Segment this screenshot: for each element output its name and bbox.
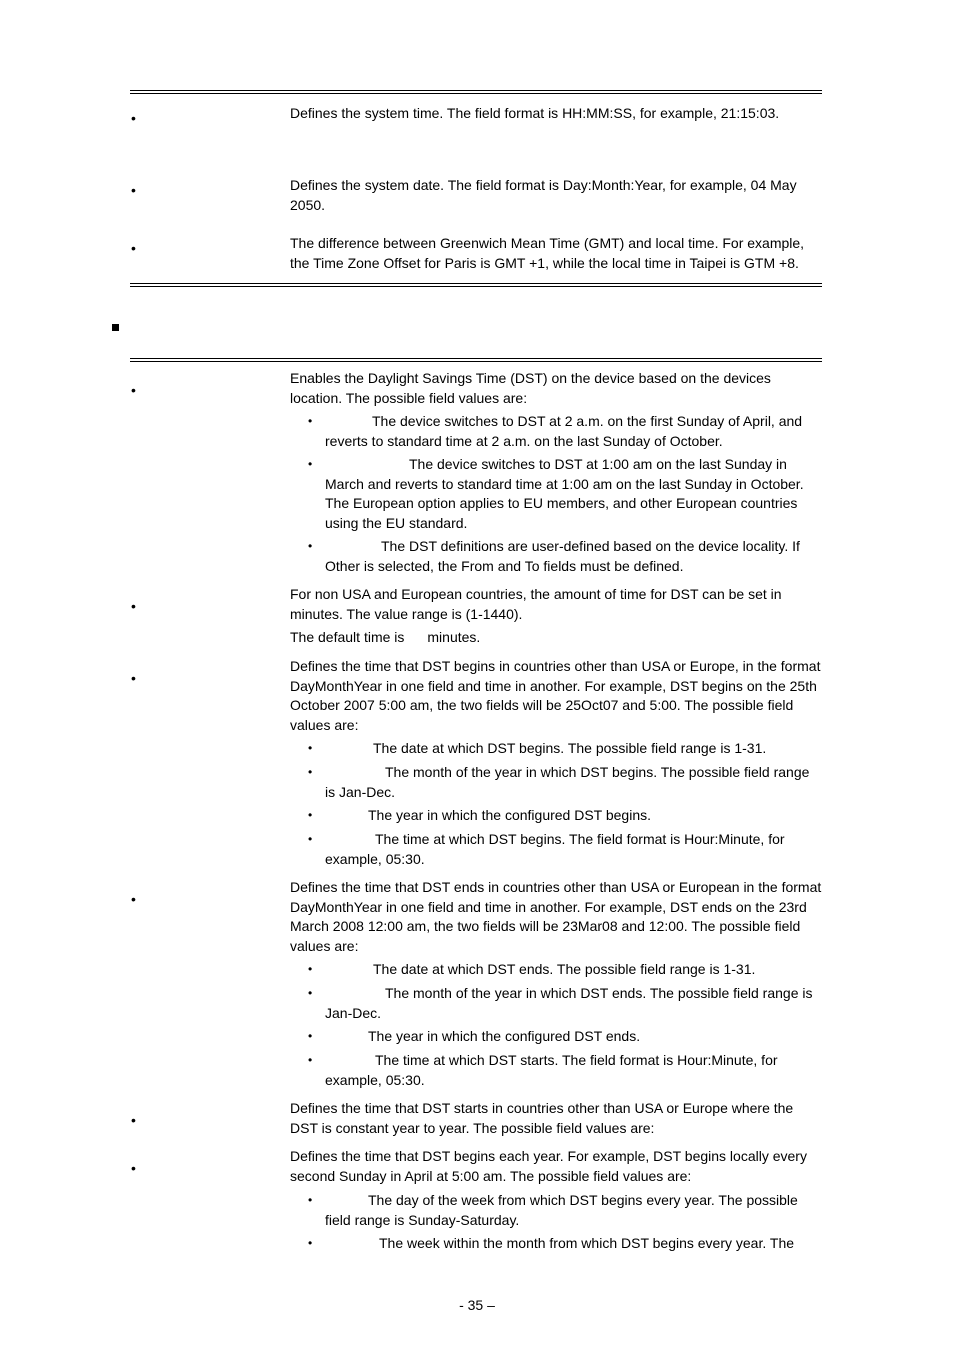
table-top-rule xyxy=(130,358,822,362)
time-zone-offset-description: The difference between Greenwich Mean Time (GMT) and local time. For example, the Time Zone Offset for Paris is GMT +1, while the local time in Taipei is GTM +8. xyxy=(290,235,805,271)
dst-option-usa: The device switches to DST at 2 a.m. on the first Sunday of April, and reverts to standard time at 2 a.m. on the last Sunday of October. xyxy=(325,413,803,449)
sub-bullet: • xyxy=(308,457,313,471)
sub-bullet: • xyxy=(308,808,313,822)
time-set-offset-default xyxy=(290,628,822,648)
recurring-from-option-day: The day of the week from which DST begins every year. The possible field range is Sunday-Saturday. xyxy=(325,1192,798,1228)
recurring-description: Defines the time that DST starts in countries other than USA or Europe where the DST is constant year to year. The possible field values are: xyxy=(290,1100,794,1136)
sub-bullet: • xyxy=(308,1029,313,1043)
row-bullet: • xyxy=(131,891,136,907)
row-bullet: • xyxy=(131,382,136,398)
sub-bullet: • xyxy=(308,962,313,976)
row-bullet: • xyxy=(131,670,136,686)
table-top-rule xyxy=(130,90,822,94)
sub-bullet: • xyxy=(308,986,313,1000)
dst-option-other: The DST definitions are user-defined based on the device locality. If Other is selected, the From and To fields must be defined. xyxy=(325,538,800,574)
sub-bullet: • xyxy=(308,1236,313,1250)
dst-description: Enables the Daylight Savings Time (DST) on the device based on the devices location. The possible field values are: xyxy=(290,370,771,406)
recurring-from-option-week: The week within the month from which DST begins every year. The xyxy=(379,1235,795,1251)
system-date-description: Defines the system date. The field format is Day:Month:Year, for example, 04 May 2050. xyxy=(290,177,797,213)
from-option-time: The time at which DST begins. The field format is Hour:Minute, for example, 05:30. xyxy=(325,831,785,867)
dst-option-european: The device switches to DST at 1:00 am on the last Sunday in March and reverts to standard time at 1:00 am on the last Sunday in October. The European option applies to EU members, and other European countries using the EU standard. xyxy=(325,456,804,531)
default-time-suffix: minutes. xyxy=(427,629,481,645)
default-time-prefix: The default time is xyxy=(290,629,405,645)
sub-bullet: • xyxy=(308,832,313,846)
to-option-month: The month of the year in which DST ends. The possible field range is Jan-Dec. xyxy=(325,985,813,1021)
sub-bullet: • xyxy=(308,741,313,755)
row-bullet: • xyxy=(131,110,136,126)
from-option-day: The date at which DST begins. The possible field range is 1-31. xyxy=(373,740,767,756)
from-option-year: The year in which the configured DST begins. xyxy=(368,807,652,823)
recurring-from-description: Defines the time that DST begins each year. For example, DST begins locally every second Sunday in April at 5:00 am. The possible field values are: xyxy=(290,1148,807,1184)
section-square-icon xyxy=(112,324,119,331)
to-option-year: The year in which the configured DST ends. xyxy=(368,1028,641,1044)
to-option-day: The date at which DST ends. The possible field range is 1-31. xyxy=(373,961,756,977)
time-set-offset-description: For non USA and European countries, the amount of time for DST can be set in minutes. The value range is (1-1440). xyxy=(290,586,782,622)
row-bullet: • xyxy=(131,1112,136,1128)
sub-bullet: • xyxy=(308,1053,313,1067)
to-option-time: The time at which DST starts. The field format is Hour:Minute, for example, 05:30. xyxy=(325,1052,778,1088)
row-bullet: • xyxy=(131,182,136,198)
from-description: Defines the time that DST begins in countries other than USA or Europe, in the format DayMonthYear in one field and time in another. For example, DST begins on the 25th October 2007 5:00 am, the two fields will be 25Oct07 and 5:00. The possible field values are: xyxy=(290,658,821,733)
sub-bullet: • xyxy=(308,765,313,779)
table-bottom-rule xyxy=(130,283,822,287)
from-option-month: The month of the year in which DST begins. The possible field range is Jan-Dec. xyxy=(325,764,810,800)
page-number: - 35 – xyxy=(459,1297,495,1313)
system-time-description: Defines the system time. The field format is HH:MM:SS, for example, 21:15:03. xyxy=(290,105,780,121)
sub-bullet: • xyxy=(308,539,313,553)
row-bullet: • xyxy=(131,598,136,614)
sub-bullet: • xyxy=(308,1193,313,1207)
to-description: Defines the time that DST ends in countries other than USA or European in the format DayMonthYear in one field and time in another. For example, DST ends on the 23rd March 2008 12:00 am, the two fields will be 23Mar08 and 12:00. The possible field values are: xyxy=(290,879,822,954)
row-bullet: • xyxy=(131,1160,136,1176)
row-bullet: • xyxy=(131,240,136,256)
sub-bullet: • xyxy=(308,414,313,428)
